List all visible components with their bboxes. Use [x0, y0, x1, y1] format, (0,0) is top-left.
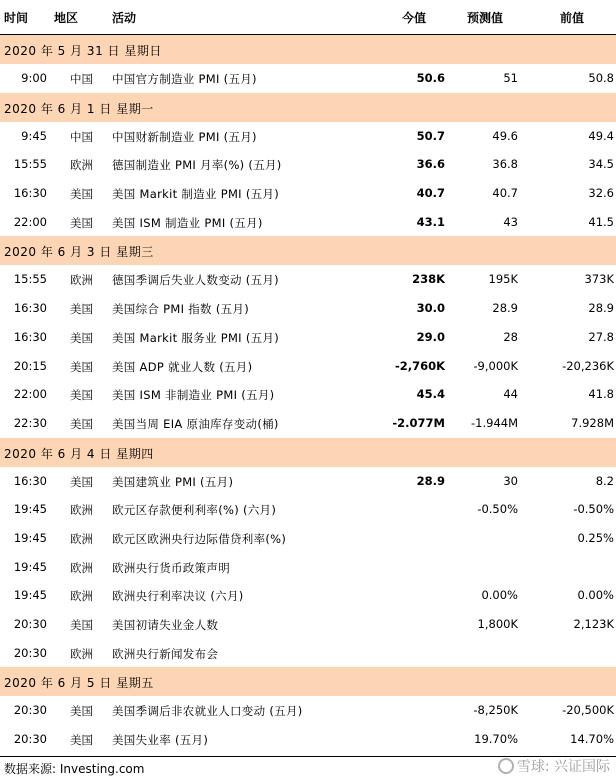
event-cell: 德国季调后失业人数变动 (五月) [112, 273, 279, 288]
forecast-value-cell: -0.50% [477, 502, 518, 517]
event-cell: 中国官方制造业 PMI (五月) [112, 72, 257, 86]
event-cell: 欧洲央行货币政策声明 [112, 560, 230, 575]
event-cell: 美国失业率 (五月) [112, 733, 209, 748]
region-cell: 美国 [70, 704, 93, 719]
region-cell: 欧洲 [70, 503, 93, 518]
region-cell: 美国 [70, 187, 93, 202]
forecast-value-cell: 49.6 [492, 128, 518, 143]
actual-value-cell: 36.6 [416, 157, 445, 172]
time-cell: 19:45 [13, 502, 47, 517]
event-cell: 欧元区欧洲央行边际借贷利率(%) [112, 531, 287, 546]
previous-value-cell: 8.2 [595, 473, 614, 488]
actual-value-cell: 29.0 [416, 329, 445, 344]
header-time: 时间 [4, 11, 29, 25]
time-cell: 20:30 [13, 732, 47, 747]
date-label: 2020 年 6 月 4 日 星期四 [4, 446, 154, 461]
time-cell: 16:30 [13, 329, 47, 344]
time-cell: 22:30 [13, 415, 47, 430]
footer [0, 756, 616, 779]
table-row [0, 725, 616, 754]
actual-value-cell: 238K [412, 272, 445, 287]
event-cell: 美国 ISM 非制造业 PMI (五月) [112, 388, 275, 403]
previous-value-cell: -0.50% [573, 502, 614, 517]
forecast-value-cell: 36.8 [492, 157, 518, 172]
time-cell: 20:30 [13, 645, 47, 660]
previous-value-cell: -20,500K [562, 703, 614, 718]
previous-value-cell: 373K [584, 272, 614, 287]
region-cell: 欧洲 [70, 589, 93, 604]
table-row [0, 64, 616, 93]
time-cell: 16:30 [13, 473, 47, 488]
forecast-value-cell: -8,250K [473, 703, 518, 718]
table-row [0, 696, 616, 725]
watermark-text: 雪球: 兴证国际 [516, 759, 610, 775]
region-cell: 欧洲 [70, 273, 93, 288]
forecast-value-cell: 0.00% [481, 588, 518, 603]
header-region: 地区 [54, 11, 79, 25]
table-row [0, 208, 616, 237]
event-cell: 德国制造业 PMI 月率(%) (五月) [112, 158, 282, 173]
table-row [0, 122, 616, 151]
region-cell: 中国 [70, 129, 93, 144]
event-cell: 欧洲央行利率决议 (六月) [112, 589, 244, 604]
header-event: 活动 [112, 11, 137, 25]
table-row [0, 179, 616, 208]
time-cell: 20:30 [13, 617, 47, 631]
event-cell: 美国初请失业金人数 [112, 618, 219, 632]
region-cell: 中国 [70, 72, 93, 86]
region-cell: 美国 [70, 330, 93, 345]
table-row [0, 294, 616, 323]
forecast-value-cell: 28.9 [492, 301, 518, 316]
table-row [0, 323, 616, 352]
header-actual: 今值 [402, 11, 427, 25]
table-row [0, 150, 616, 179]
previous-value-cell: 7.928M [571, 415, 614, 430]
forecast-value-cell: 1,800K [477, 617, 518, 631]
time-cell: 19:45 [13, 588, 47, 603]
region-cell: 美国 [70, 388, 93, 403]
date-label: 2020 年 6 月 1 日 星期一 [4, 101, 154, 116]
data-source-note: 数据来源: Investing.com [4, 762, 145, 776]
region-cell: 美国 [70, 474, 93, 489]
time-cell: 20:15 [13, 358, 47, 373]
time-cell: 15:55 [13, 157, 47, 172]
forecast-value-cell: 30 [503, 473, 518, 488]
region-cell: 欧洲 [70, 560, 93, 575]
event-cell: 美国当周 EIA 原油库存变动(桶) [112, 416, 279, 431]
event-cell: 美国 ADP 就业人数 (五月) [112, 359, 253, 374]
snowball-logo-icon [498, 758, 514, 774]
actual-value-cell: 30.0 [416, 301, 445, 316]
table-row [0, 265, 616, 294]
forecast-value-cell: 43 [503, 214, 518, 229]
region-cell: 美国 [70, 215, 93, 230]
previous-value-cell: 41.5 [588, 214, 614, 229]
table-header [0, 0, 616, 35]
event-cell: 美国 Markit 制造业 PMI (五月) [112, 187, 280, 202]
time-cell: 19:45 [13, 559, 47, 574]
actual-value-cell: -2,760K [394, 358, 445, 373]
date-section-header [0, 35, 616, 64]
date-label: 2020 年 6 月 3 日 星期三 [4, 245, 154, 260]
previous-value-cell: 14.70% [570, 732, 614, 747]
region-cell: 美国 [70, 618, 93, 632]
previous-value-cell: 28.9 [588, 301, 614, 316]
event-cell: 欧洲央行新闻发布会 [112, 646, 219, 661]
table-row [0, 467, 616, 496]
region-cell: 欧洲 [70, 158, 93, 173]
forecast-value-cell: 28 [503, 329, 518, 344]
actual-value-cell: 28.9 [416, 473, 445, 488]
forecast-value-cell: 44 [503, 387, 518, 402]
event-cell: 欧元区存款便利利率(%) (六月) [112, 503, 277, 518]
date-section-header [0, 236, 616, 265]
table-row [0, 524, 616, 553]
forecast-value-cell: 19.70% [474, 732, 518, 747]
actual-value-cell: 50.7 [416, 128, 445, 143]
date-label: 2020 年 5 月 31 日 星期日 [4, 44, 162, 58]
table-row [0, 639, 616, 668]
time-cell: 20:30 [13, 703, 47, 718]
previous-value-cell: 0.25% [577, 530, 614, 545]
table-row [0, 610, 616, 639]
table-row [0, 409, 616, 438]
previous-value-cell: 32.6 [588, 186, 614, 201]
actual-value-cell: -2.077M [392, 415, 445, 430]
table-body [0, 35, 616, 754]
time-cell: 15:55 [13, 272, 47, 287]
region-cell: 欧洲 [70, 646, 93, 661]
event-cell: 美国综合 PMI 指数 (五月) [112, 302, 249, 317]
date-section-header [0, 438, 616, 467]
region-cell: 欧洲 [70, 531, 93, 546]
time-cell: 16:30 [13, 186, 47, 201]
watermark [498, 756, 610, 776]
forecast-value-cell: 195K [488, 272, 518, 287]
event-cell: 美国 ISM 制造业 PMI (五月) [112, 215, 263, 230]
date-section-header [0, 93, 616, 122]
event-cell: 中国财新制造业 PMI (五月) [112, 129, 257, 144]
table-row [0, 380, 616, 409]
table-row [0, 553, 616, 582]
forecast-value-cell: 40.7 [492, 186, 518, 201]
event-cell: 美国季调后非农就业人口变动 (五月) [112, 704, 303, 719]
time-cell: 9:45 [21, 128, 47, 143]
header-previous: 前值 [560, 11, 585, 25]
previous-value-cell: 50.8 [588, 71, 614, 85]
time-cell: 16:30 [13, 301, 47, 316]
event-cell: 美国 Markit 服务业 PMI (五月) [112, 330, 280, 345]
actual-value-cell: 40.7 [416, 186, 445, 201]
time-cell: 19:45 [13, 530, 47, 545]
time-cell: 9:00 [21, 71, 47, 85]
previous-value-cell: 41.8 [588, 387, 614, 402]
actual-value-cell: 43.1 [416, 214, 445, 229]
previous-value-cell: 2,123K [573, 617, 614, 631]
region-cell: 美国 [70, 416, 93, 431]
region-cell: 美国 [70, 359, 93, 374]
forecast-value-cell: -9,000K [473, 358, 518, 373]
event-cell: 美国建筑业 PMI (五月) [112, 474, 234, 489]
previous-value-cell: -20,236K [562, 358, 614, 373]
previous-value-cell: 27.8 [588, 329, 614, 344]
actual-value-cell: 50.6 [416, 71, 445, 85]
time-cell: 22:00 [13, 214, 47, 229]
previous-value-cell: 0.00% [577, 588, 614, 603]
previous-value-cell: 34.5 [588, 157, 614, 172]
actual-value-cell: 45.4 [416, 387, 445, 402]
table-row [0, 581, 616, 610]
table-row [0, 352, 616, 381]
table-row [0, 495, 616, 524]
forecast-value-cell: 51 [503, 71, 518, 85]
region-cell: 美国 [70, 302, 93, 317]
region-cell: 美国 [70, 733, 93, 748]
time-cell: 22:00 [13, 387, 47, 402]
forecast-value-cell: -1.944M [471, 415, 518, 430]
header-forecast: 预测值 [467, 11, 504, 25]
date-label: 2020 年 6 月 5 日 星期五 [4, 676, 154, 691]
date-section-header [0, 667, 616, 696]
previous-value-cell: 49.4 [588, 128, 614, 143]
